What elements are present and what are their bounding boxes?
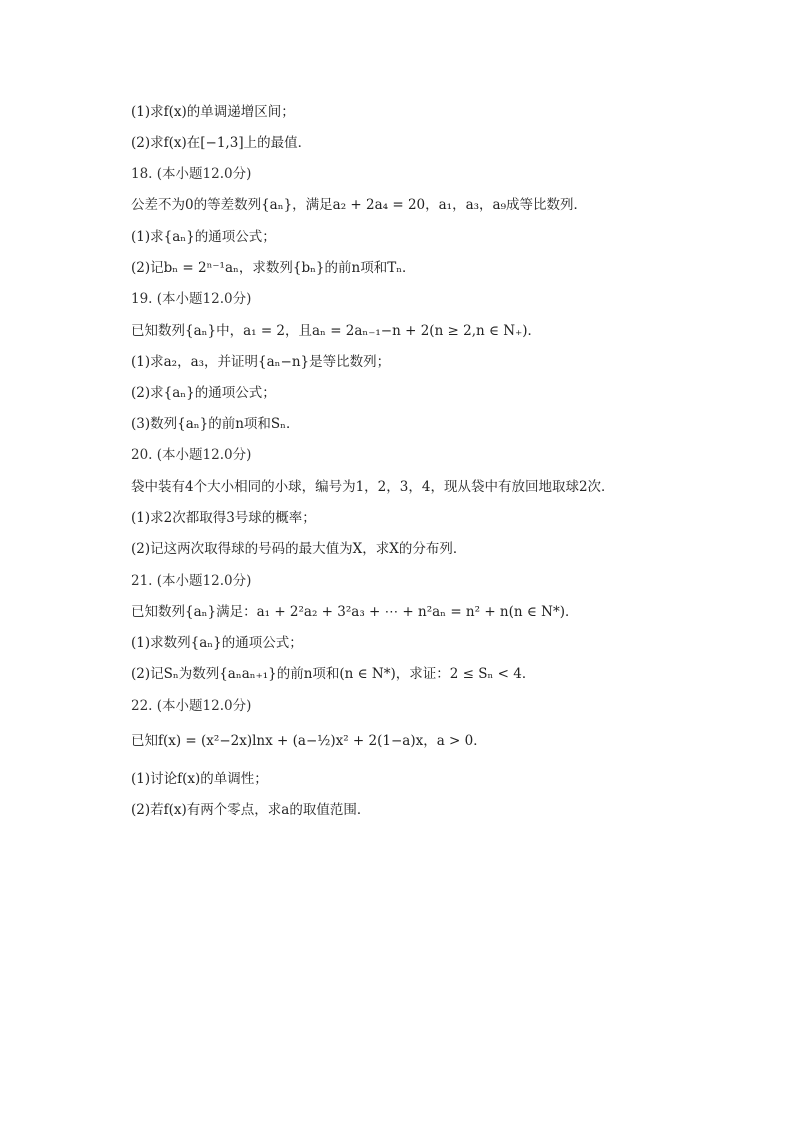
q19-part3: (3)数列{aₙ}的前n项和Sₙ． [131,416,300,432]
q20-header: 20. (本小题12.0分) [131,447,252,463]
q22-stem: 已知f(x) = (x²−2x)lnx + (a−½)x² + 2(1−a)x，a > 0． [131,733,487,749]
q22-part2: (2)若f(x)有两个零点，求a的取值范围． [131,802,371,818]
q19-part1: (1)求a₂，a₃，并证明{aₙ−n}是等比数列； [131,354,391,370]
q19-stem: 已知数列{aₙ}中，a₁ = 2，且aₙ = 2aₙ₋₁−n + 2(n ≥ 2,n ∈ N₊)． [131,323,542,339]
q19-header: 19. (本小题12.0分) [131,291,252,307]
q18-part1: (1)求{aₙ}的通项公式； [131,229,276,245]
q18-stem: 公差不为0的等差数列{aₙ}，满足a₂ + 2a₄ = 20，a₁，a₃，a₉成等比数列． [131,197,588,213]
q18-header: 18. (本小题12.0分) [131,166,252,182]
q21-stem: 已知数列{aₙ}满足：a₁ + 2²a₂ + 3²a₃ + ⋯ + n²aₙ = n² + n(n ∈ N*)． [131,604,579,620]
q17-part1: (1)求f(x)的单调递增区间； [131,104,295,120]
q22-header: 22. (本小题12.0分) [131,698,252,714]
q18-part2: (2)记bₙ = 2ⁿ⁻¹aₙ，求数列{bₙ}的前n项和Tₙ． [131,260,416,276]
q19-part2: (2)求{aₙ}的通项公式； [131,385,276,401]
q20-part1: (1)求2次都取得3号球的概率； [131,510,316,526]
q20-part2: (2)记这两次取得球的号码的最大值为X，求X的分布列． [131,541,467,557]
q20-stem: 袋中装有4个大小相同的小球，编号为1，2，3，4，现从袋中有放回地取球2次． [131,479,615,495]
q17-part2: (2)求f(x)在[−1,3]上的最值． [131,135,312,151]
q22-part1: (1)讨论f(x)的单调性； [131,771,268,787]
q21-header: 21. (本小题12.0分) [131,573,252,589]
q21-part2: (2)记Sₙ为数列{aₙaₙ₊₁}的前n项和(n ∈ N*)，求证：2 ≤ Sₙ < 4． [131,666,536,682]
q21-part1: (1)求数列{aₙ}的通项公式； [131,635,303,651]
